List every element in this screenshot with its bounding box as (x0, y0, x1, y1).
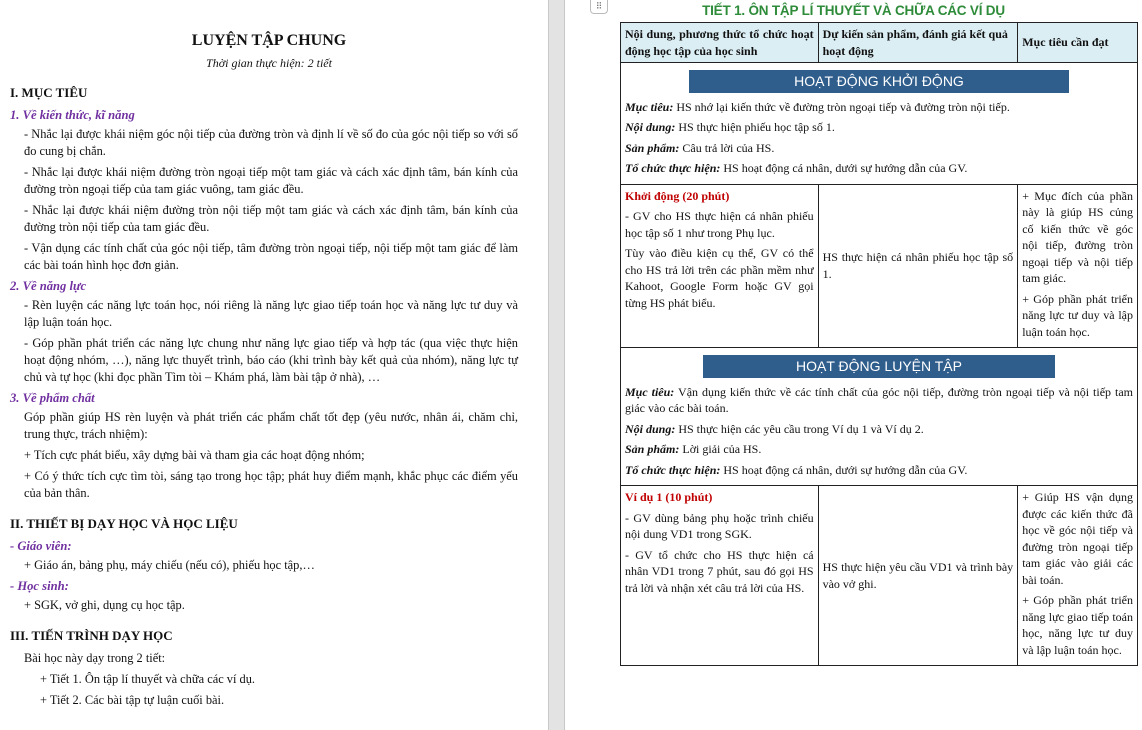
left-page (0, 0, 548, 730)
qualities-item: + Tích cực phát biểu, xây dựng bài và tham gia các hoạt động nhóm; (24, 448, 365, 462)
heading-qualities: 3. Về phẩm chất (10, 391, 95, 405)
section-banner: HOẠT ĐỘNG KHỞI ĐỘNG (689, 70, 1069, 93)
cell-text: - GV cho HS thực hiện cá nhân phiếu học tập số 1 như trong Phụ lục. (625, 209, 814, 240)
activity-row (621, 184, 1138, 348)
qualities-item: + Có ý thức tích cực tìm tòi, sáng tạo trong học tập; phát huy điểm mạnh, khắc phục các điểm yếu của bản thân. (24, 469, 518, 500)
text: Lời giải của HS. (679, 442, 762, 456)
header-cell: Nội dung, phương thức tổ chức hoạt động học tập của học sinh (621, 23, 819, 63)
table-move-handle-icon[interactable]: ⠿ (590, 0, 608, 14)
heading-objectives: I. MỤC TIÊU (10, 85, 88, 100)
process-item: + Tiết 1. Ôn tập lí thuyết và chữa các ví dụ. (40, 672, 256, 686)
cell-text: + Góp phần phát triển năng lực giao tiếp toán học, năng lực tư duy và lập luận toán học. (1022, 593, 1133, 657)
label: Mục tiêu: (625, 384, 675, 399)
cell-text: + Giúp HS vận dụng được các kiến thức đã học về góc nội tiếp và đường tròn ngoại tiếp tam giác vào giải các bài toán. (1022, 490, 1133, 587)
heading-student: - Học sinh: (10, 579, 69, 593)
process-item: + Tiết 2. Các bài tập tự luận cuối bài. (40, 693, 225, 707)
cell-text: - GV dùng bảng phụ hoặc trình chiếu nội dung VD1 trong SGK. (625, 510, 814, 541)
heading-process: III. TIẾN TRÌNH DẠY HỌC (10, 628, 173, 643)
student-item: + SGK, vở ghi, dụng cụ học tập. (24, 598, 185, 612)
qualities-item: Góp phần giúp HS rèn luyện và phát triển các phẩm chất tốt đẹp (yêu nước, nhân ái, chăm chỉ, trung thực, trách nhiệm): (24, 410, 518, 441)
label: Tổ chức thực hiện: (625, 462, 721, 477)
heading-knowledge: 1. Về kiến thức, kĩ năng (10, 108, 135, 122)
label: Sản phẩm: (625, 442, 680, 456)
cell-text: + Mục đích của phần này là giúp HS củng cố kiến thức về góc nội tiếp, đường tròn ngoại tiếp và nội tiếp tam giác. (1022, 188, 1133, 285)
knowledge-item: - Nhắc lại được khái niệm góc nội tiếp của đường tròn và định lí về số đo của góc nội tiếp so với số đo cung bị chắn. (24, 127, 518, 158)
text: HS hoạt động cá nhân, dưới sự hướng dẫn của GV. (720, 161, 968, 175)
cell-text: - GV tổ chức cho HS thực hiện cá nhân VD1 trong 7 phút, sau đó gọi HS trả lời và nhận xét câu trả lời của HS. (625, 547, 814, 595)
section-row (621, 348, 1138, 486)
cell-text: Tùy vào điều kiện cụ thể, GV có thể cho HS trả lời trên các phần mềm như Kahoot, Google Form hoặc GV gọi từng HS phát biểu. (625, 246, 814, 310)
text: HS thực hiện các yêu cầu trong Ví dụ 1 và Ví dụ 2. (675, 421, 924, 436)
period-title: TIẾT 1. ÔN TẬP LÍ THUYẾT VÀ CHỮA CÁC VÍ DỤ (702, 3, 1005, 18)
competence-item: - Góp phần phát triển các năng lực chung như năng lực giao tiếp và hợp tác (qua việc thực hiện hoạt động nhóm, …), năng lực thuyết trình, báo cáo (khi trình bày kết quả của nhóm), năng lực tự chủ và tự học (khi đọc phần Tìm tòi – Khám phá, làm bài tập ở nhà), … (24, 336, 518, 384)
text: Vận dụng kiến thức về các tính chất của góc nội tiếp, đường tròn ngoại tiếp và nội tiếp tam giác vào các bài toán. (625, 384, 1133, 415)
label: Mục tiêu: (625, 99, 674, 114)
lesson-title: LUYỆN TẬP CHUNG (191, 32, 347, 49)
competence-item: - Rèn luyện các năng lực toán học, nói riêng là năng lực giao tiếp toán học và năng lực tư duy và lập luận toán học. (24, 298, 518, 329)
lesson-table (620, 22, 1138, 666)
text: HS hoạt động cá nhân, dưới sự hướng dẫn của GV. (720, 462, 968, 477)
page-gap (548, 0, 565, 730)
cell-text: HS thực hiện yêu cầu VD1 và trình bày vào vở ghi. (818, 486, 1018, 666)
text: Câu trả lời của HS. (679, 140, 775, 155)
lesson-duration: Thời gian thực hiện: 2 tiết (206, 56, 332, 70)
label: Sản phẩm: (625, 140, 680, 155)
activity-row (621, 486, 1138, 666)
section-row (621, 63, 1138, 185)
table-header-row (621, 23, 1138, 63)
activity-heading: Khởi động (20 phút) (625, 188, 730, 203)
label: Nội dung: (625, 120, 676, 134)
heading-equipment: II. THIẾT BỊ DẠY HỌC VÀ HỌC LIỆU (10, 516, 238, 531)
label: Tổ chức thực hiện: (625, 161, 721, 175)
text: HS nhớ lại kiến thức về đường tròn ngoại tiếp và đường tròn nội tiếp. (673, 99, 1010, 114)
cell-text: + Góp phần phát triển năng lực tư duy và lập luận toán học. (1022, 291, 1133, 339)
header-cell: Dự kiến sản phẩm, đánh giá kết quả hoạt động (818, 23, 1018, 63)
text: HS thực hiện phiếu học tập số 1. (675, 120, 835, 134)
knowledge-item: - Nhắc lại được khái niệm đường tròn ngoại tiếp một tam giác và cách xác định tâm, bán kính của đường tròn ngoại tiếp của tam giác vuông, tam giác đều. (24, 165, 518, 196)
cell-text: HS thực hiện cá nhân phiếu học tập số 1. (818, 184, 1018, 348)
heading-teacher: - Giáo viên: (10, 539, 72, 553)
header-cell: Mục tiêu cần đạt (1018, 23, 1138, 63)
process-intro: Bài học này dạy trong 2 tiết: (24, 651, 166, 665)
activity-heading: Ví dụ 1 (10 phút) (625, 490, 713, 504)
section-banner: HOẠT ĐỘNG LUYỆN TẬP (703, 355, 1055, 378)
right-page (565, 0, 1142, 730)
knowledge-item: - Nhắc lại được khái niệm đường tròn nội tiếp một tam giác và cách xác định tâm, bán kính của đường tròn nội tiếp của tam giác đều. (24, 203, 518, 234)
label: Nội dung: (625, 421, 676, 436)
heading-competence: 2. Về năng lực (10, 279, 87, 293)
knowledge-item: - Vận dụng các tính chất của góc nội tiếp, tâm đường tròn ngoại tiếp, nội tiếp một tam giác để làm các bài toán hình học đơn giản. (24, 241, 518, 272)
teacher-item: + Giáo án, bảng phụ, máy chiếu (nếu có), phiếu học tập,… (24, 558, 315, 572)
